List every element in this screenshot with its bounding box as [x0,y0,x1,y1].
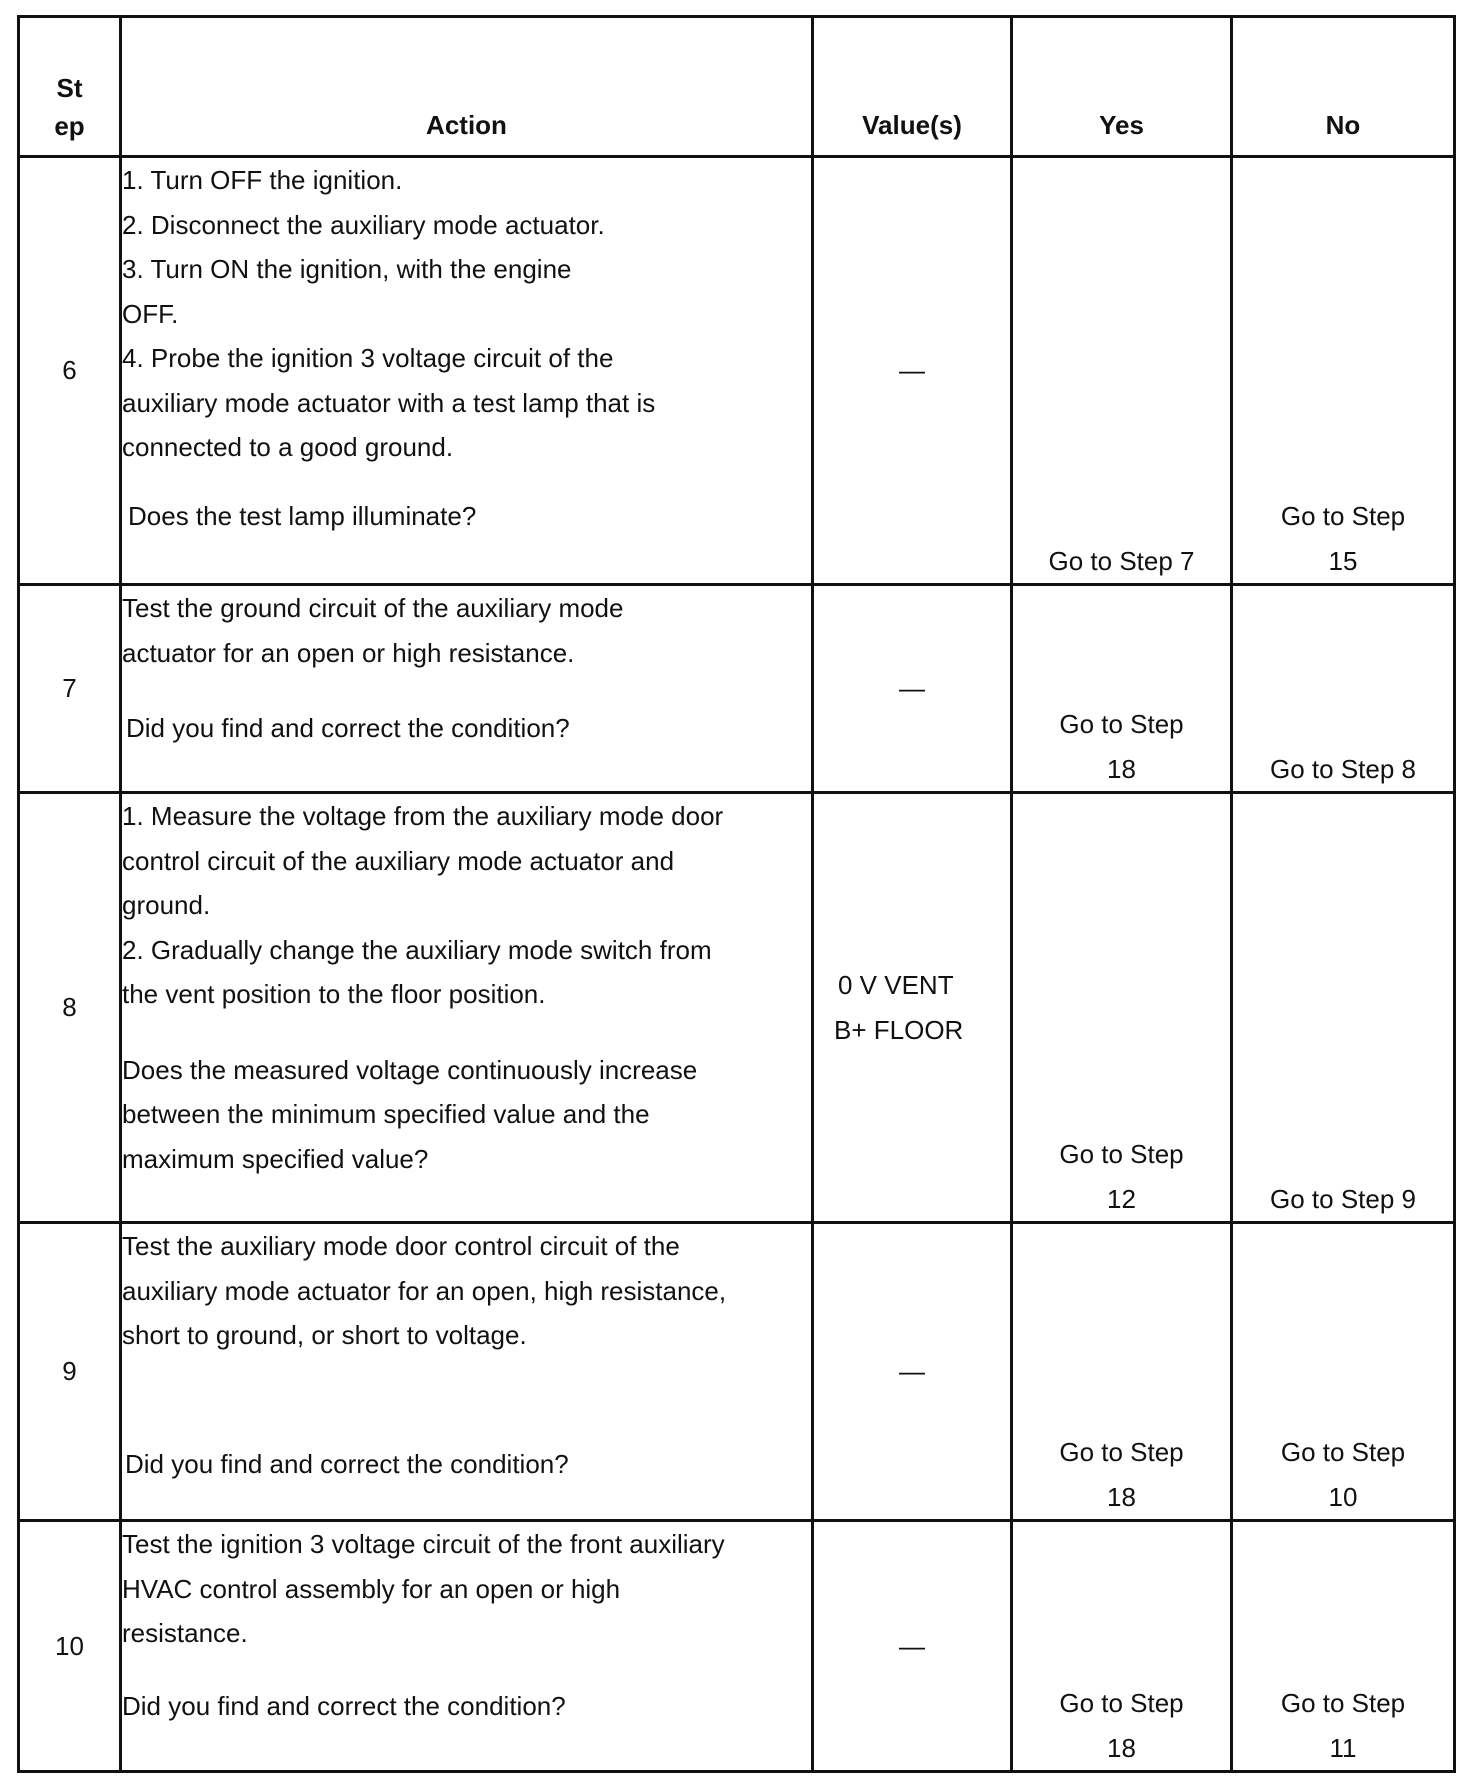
step-number: 6 [19,157,121,585]
no-cell [1232,1521,1455,1772]
yes-cell [1012,793,1232,1223]
no-cell [1232,157,1455,585]
yes-target: Go to Step 18 [1059,709,1184,784]
header-values: Value(s) [813,17,1012,157]
step-number: 7 [19,585,121,793]
value-cell: — [813,1223,1012,1521]
table-row [19,793,1455,1223]
table-row [19,585,1455,793]
header-action: Action [121,17,813,157]
yes-cell: Go to Step 7 [1012,157,1232,585]
question: Does the test lamp illuminate? [128,500,477,531]
action-item: 3. Turn ON the ignition, with the engine OFF. [122,254,572,329]
no-target: Go to Step 11 [1280,1688,1406,1763]
table-row [19,1521,1455,1772]
question: Did you find and correct the condition? [125,1448,569,1479]
value-cell: — [813,585,1012,793]
action-item: 2. Gradually change the auxiliary mode switch from the vent position to the floor position. [122,934,712,1009]
value-line: B+ FLOOR [834,1014,964,1045]
no-target: Go to Step 10 [1280,1437,1406,1512]
step-number: 8 [19,793,121,1223]
no-cell [1232,1223,1455,1521]
question: Did you find and correct the condition? [126,713,570,743]
yes-cell [1012,1521,1232,1772]
diagnostic-table [17,15,1456,1773]
action-text: Test the ignition 3 voltage circuit of the front auxiliary HVAC control assembly for an open or high resistance. [122,1529,725,1648]
no-cell: Go to Step 9 [1232,793,1455,1223]
yes-target: Go to Step 18 [1059,1437,1184,1512]
table-row [19,157,1455,585]
question: Does the measured voltage continuously increase between the minimum specified value and the maximum specified value? [122,1054,698,1174]
no-target: Go to Step 15 [1280,501,1406,576]
action-text: Test the auxiliary mode door control circuit of the auxiliary mode actuator for an open, high resistance, short to ground, or short to voltage. [122,1231,727,1350]
action-cell [121,157,813,585]
action-item: 1. Turn OFF the ignition. [122,165,403,195]
action-cell [121,585,813,793]
value-line: 0 V VENT [838,970,954,1000]
yes-cell [1012,585,1232,793]
action-item: 1. Measure the voltage from the auxiliary mode door control circuit of the auxiliary mode actuator and ground. [122,801,724,920]
header-no: No [1232,17,1455,157]
action-cell [121,1521,813,1772]
action-cell [121,793,813,1223]
header-yes: Yes [1012,17,1232,157]
yes-target: Go to Step 12 [1059,1139,1184,1214]
no-cell: Go to Step 8 [1232,585,1455,793]
action-cell [121,1223,813,1521]
header-step: St ep [19,17,121,157]
step-number: 9 [19,1223,121,1521]
action-item: 2. Disconnect the auxiliary mode actuator. [122,209,605,240]
value-cell [813,793,1012,1223]
table-row [19,1223,1455,1521]
value-cell: — [813,157,1012,585]
action-item: 4. Probe the ignition 3 voltage circuit of the auxiliary mode actuator with a test lamp that is connected to a good ground. [122,343,656,462]
action-text: Test the ground circuit of the auxiliary mode actuator for an open or high resistance. [122,593,624,668]
table-header-row [19,17,1455,157]
value-cell: — [813,1521,1012,1772]
yes-target: Go to Step 18 [1059,1688,1184,1763]
question: Did you find and correct the condition? [122,1690,566,1721]
yes-cell [1012,1223,1232,1521]
step-number: 10 [19,1521,121,1772]
